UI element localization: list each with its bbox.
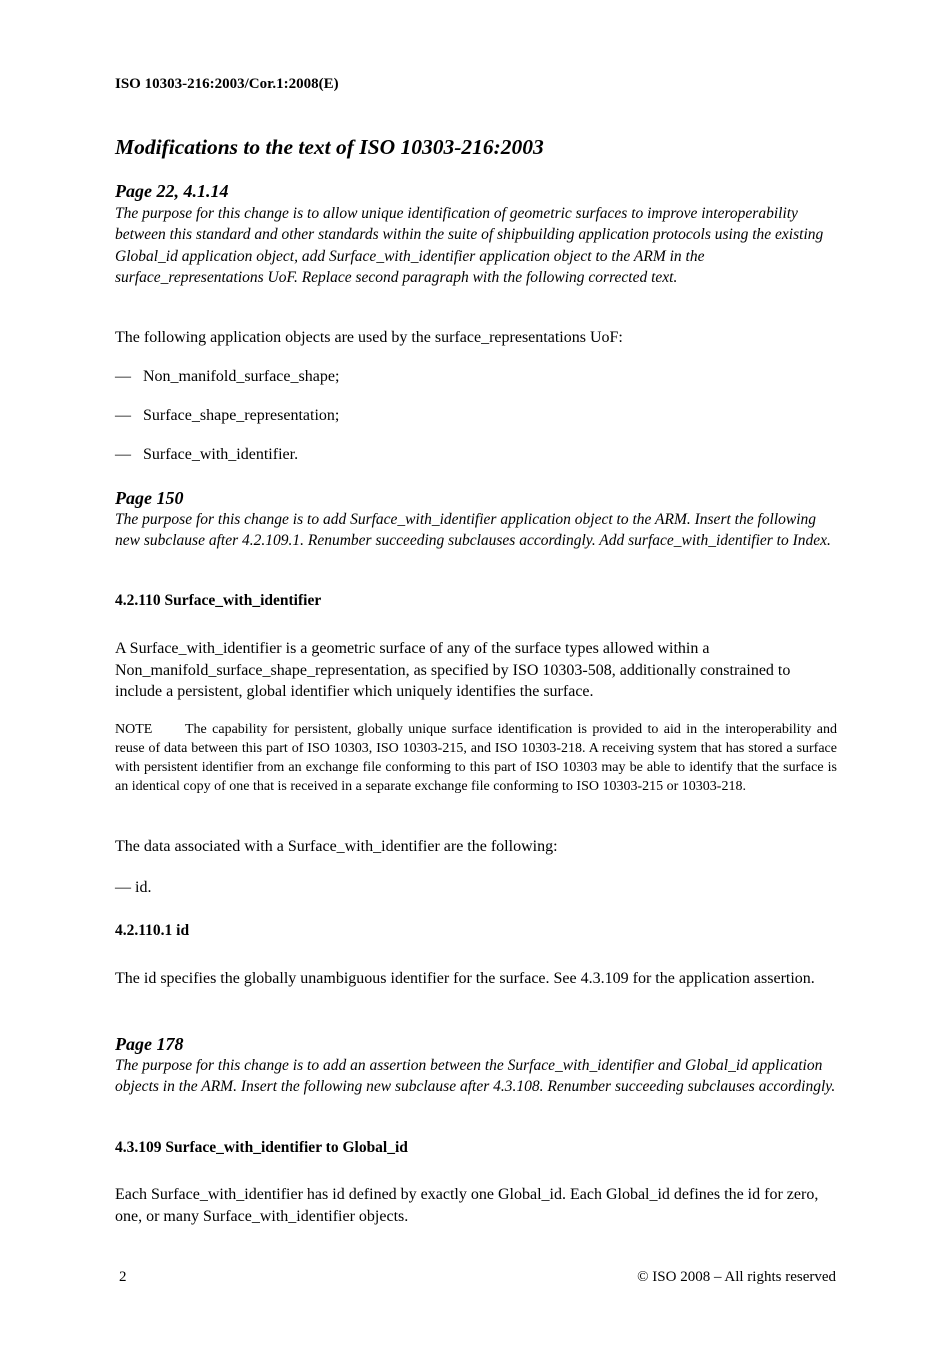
list-item-text: Surface_with_identifier. <box>143 446 299 463</box>
id-definition-text: The id specifies the globally unambiguous identifier for the surface. See 4.3.109 for the application assertion. <box>115 970 815 987</box>
purpose-text-page-22: The purpose for this change is to allow unique identification of geometric surfaces to improve interoperability between this standard and other standards within the suite of shipbuilding application protocols using the existing Global_id application object, add Surface_with_identifier application object to the ARM in the surface_representations UoF. Replace second paragraph with the following corrected text. <box>115 205 824 286</box>
list-dash: — <box>115 407 131 424</box>
purpose-text-page-150: The purpose for this change is to add Surface_with_identifier application object to the ARM. Insert the following new subclause after 4.2.109.1. Renumber succeeding subclauses accordingly. Add surface_with_identifier to Index. <box>115 511 831 550</box>
list-item-text: Non_manifold_surface_shape; <box>143 368 340 385</box>
definition-text: A Surface_with_identifier is a geometric surface of any of the surface types allowed within a Non_manifold_surface_shape_representation, as specified by ISO 10303-508, additionally constrained to include a persistent, global identifier which uniquely identifies the surface. <box>115 640 791 700</box>
list-item-text: Surface_shape_representation; <box>143 407 340 424</box>
clause-heading-4-2-110: 4.2.110 Surface_with_identifier <box>115 592 322 609</box>
list-dash: — <box>115 446 131 463</box>
data-intro-text: The data associated with a Surface_with_identifier are the following: <box>115 838 558 855</box>
list-item <box>115 444 837 465</box>
page-reference-150: Page 150 <box>115 488 184 508</box>
list-item <box>115 405 837 426</box>
document-title: Modifications to the text of ISO 10303-216:2003 <box>115 135 544 159</box>
list-dash: — <box>115 368 131 385</box>
data-item-id: — id. <box>115 879 152 896</box>
list-item <box>115 366 837 387</box>
page-reference-22: Page 22, 4.1.14 <box>115 181 229 201</box>
assertion-text: Each Surface_with_identifier has id defined by exactly one Global_id. Each Global_id defines the id for zero, one, or many Surface_with_identifier objects. <box>115 1186 819 1225</box>
clause-heading-4-3-109: 4.3.109 Surface_with_identifier to Global_id <box>115 1139 408 1156</box>
purpose-text-page-178: The purpose for this change is to add an assertion between the Surface_with_identifier and Global_id application objects in the ARM. Insert the following new subclause after 4.3.108. Renumber succeeding subclauses accordingly. <box>115 1057 836 1096</box>
note-label: NOTE <box>115 722 153 737</box>
page-reference-178: Page 178 <box>115 1034 184 1054</box>
document-header-id: ISO 10303-216:2003/Cor.1:2008(E) <box>115 76 339 92</box>
clause-heading-4-2-110-1: 4.2.110.1 id <box>115 922 190 939</box>
note-paragraph <box>115 720 837 796</box>
note-text: The capability for persistent, globally unique surface identification is provided to aid in the interoperability and reuse of data between this part of ISO 10303, ISO 10303-215, and ISO 10303-218. A receiving system that has stored a surface with persistent identifier from an exchange file conforming to this part of ISO 10303 may be able to identify that the surface is an identical copy of one that is received in a separate exchange file conforming to ISO 10303-215 or 10303-218. <box>115 722 837 794</box>
uof-intro-text: The following application objects are used by the surface_representations UoF: <box>115 329 623 346</box>
copyright-notice: © ISO 2008 – All rights reserved <box>637 1269 836 1285</box>
page-number: 2 <box>119 1269 127 1285</box>
